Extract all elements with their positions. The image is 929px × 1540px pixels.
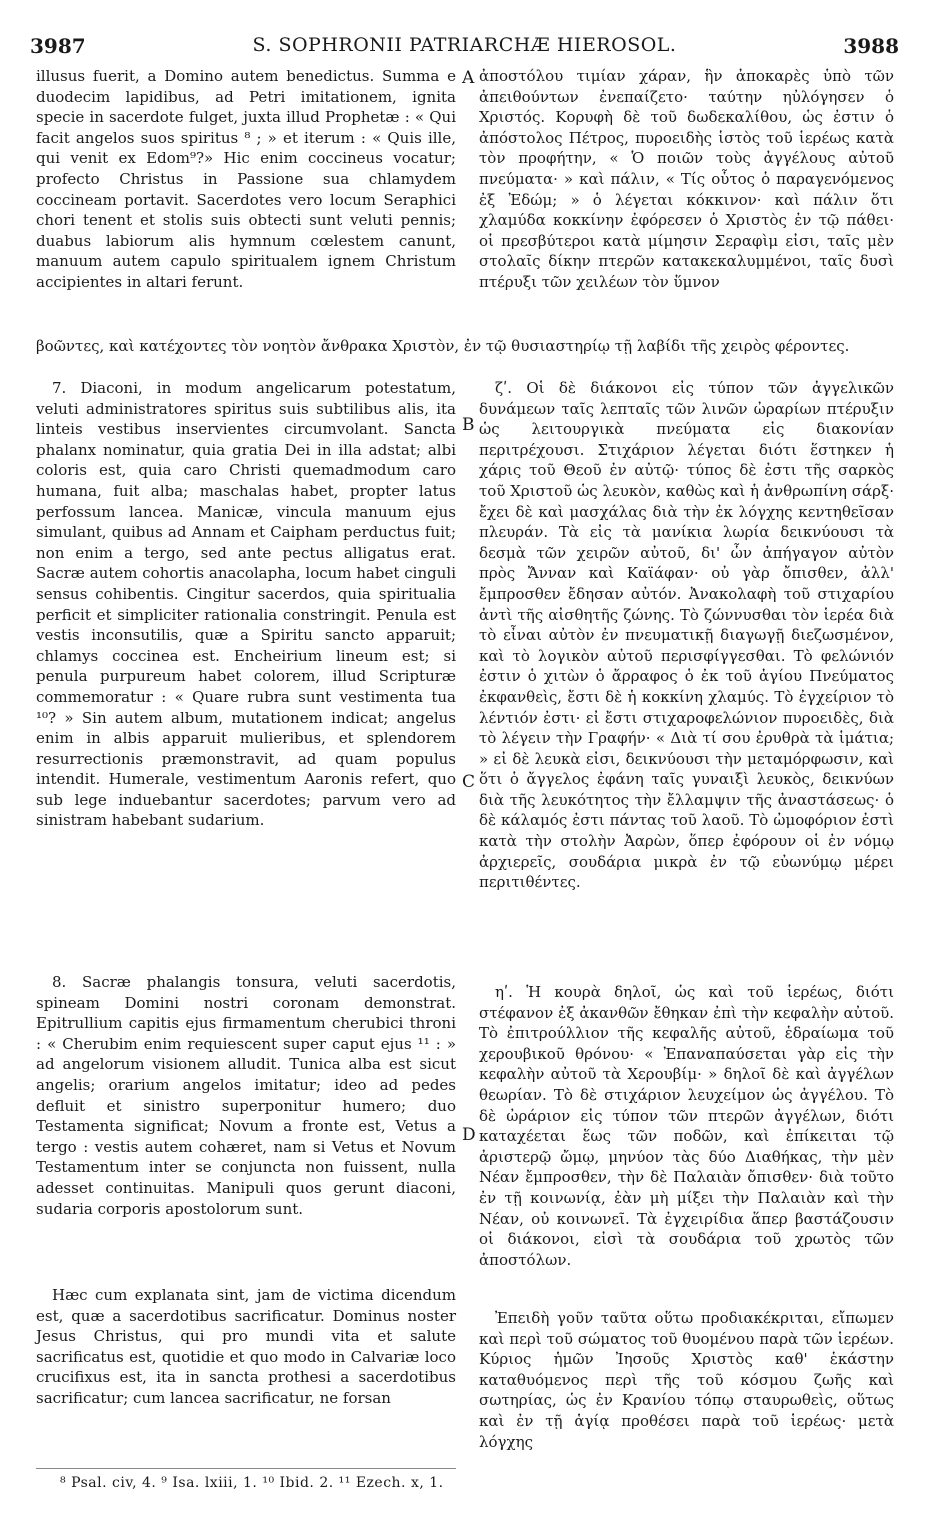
greek-text-8: ηʹ. Ἡ κουρὰ δηλοῖ, ὡς καὶ τοῦ ἱερέως, διότι στέφανον ἐξ ἀκανθῶν ἔθηκαν ἐπὶ τὴν κεφαλὴν αὐτοῦ. Τὸ ἐπιτρούλλιον τῆς κεφαλῆς αὐτοῦ, ἑδραίωμα τοῦ χερουβικοῦ θρόνου· « Ἐπαναπαύσεται γὰρ εἰς τὴν κεφαλὴν αὐτοῦ τὰ Χερουβίμ· » δηλοῖ δὲ καὶ ἀγγέλων θεωρίαν. Τὸ δὲ στιχάριον λευχείμον ὡς ἀγγέλου. Τὸ δὲ ὠράριον εἰς τύπον τῶν πτερῶν ἀγγέλων, διότι καταχέεται ἕως τῶν ποδῶν, καὶ ἐπίκειται τῷ ἀριστερῷ ὤμῳ, μηνύον τὰς δύο Διαθήκας, τὴν μὲν Νέαν ἔμπροσθεν, τὴν δὲ Παλαιὰν ὄπισθεν· διὰ τοῦτο ἐν τῇ κοινωνίᾳ, ἐὰν μὴ μίξει τὴν Παλαιὰν καὶ τὴν Νέαν, οὐ κοινωνεῖ. Τὰ ἐγχειρίδια ἅπερ βαστάζουσιν οἱ διάκονοι, εἰσὶ τὰ σουδάρια τοῦ χρωτὸς τῶν ἀποστόλων.	[479, 983, 894, 1269]
page-number-right: 3988	[843, 34, 899, 58]
greek-paragraph-a	[479, 66, 894, 293]
page-number-left: 3987	[30, 34, 86, 58]
footnotes: ⁸ Psal. civ, 4. ⁹ Isa. lxiii, 1. ¹⁰ Ibid. 2. ¹¹ Ezech. x, 1.	[60, 1475, 444, 1491]
footnote-rule	[36, 1468, 456, 1469]
greek-span-text: βοῶντες, καὶ κατέχοντες τὸν νοητὸν ἄνθρακα Χριστὸν, ἐν τῷ θυσιαστηρίῳ τῇ λαβίδι τῆς χειρὸς φέροντες.	[36, 337, 850, 355]
margin-marker-a: A	[462, 68, 475, 88]
margin-marker-c: C	[462, 772, 476, 792]
running-title: S. SOPHRONII PATRIARCHÆ HIEROSOL.	[252, 34, 677, 56]
latin-text-7: 7. Diaconi, in modum angelicarum potestatum, veluti administratores spiritus suis subtilibus alis, ita linteis vestibus inservientes circumvolant. Sancta phalanx nominatur, quia gratia Dei in illa adstat; albi coloris est, quia caro Christi quemadmodum caro humana, fuit alba; maschalas habet, propter latus perfossum lancea. Manicæ, vincula manuum ejus simulant, quibus ad Annam et Caipham perductus fuit; non enim a tergo, sed ante pectus alligatus erat. Sacræ autem cohortis anacolapha, locum habet cinguli sensus cohibentis. Cingitur sacerdos, quia spiritualia perficit et simpliciter rationalia constringit. Penula est vestis inconsutilis, quæ a Spiritu sancto apparuit; chlamys coccinea est. Encheirium lineum est; si penula purpureum habet colorem, illud Scripturæ commemoratur : « Quare rubra sunt vestimenta tua ¹⁰? » Sin autem album, mutationem indicat; angelus enim in albis apparuit mulieribus, et splendorem resurrectionis præmonstravit, ad quam populus intendit. Humerale, vestimentum Aaronis refert, quo sub lege induebantur sacerdotes; parvum vero ad sinistram habebant sudarium.	[36, 379, 456, 830]
greek-text-epeide: Ἐπειδὴ γοῦν ταῦτα οὕτω προδιακέκριται, εἴπωμεν καὶ περὶ τοῦ σώματος τοῦ θυομένου παρὰ τῶν ἱερέων. Κύριος ἡμῶν Ἰησοῦς Χριστὸς καθ' ἑκάστην καταθυόμενος περὶ τῆς τοῦ κόσμου ζωῆς καὶ σωτηρίας, ὡς ἐν Κρανίου τόπῳ σταυρωθεὶς, οὕτως καὶ ἐν τῇ ἁγίᾳ προθέσει παρὰ τοῦ ἱερέως· μετὰ λόγχης	[479, 1309, 894, 1451]
latin-text-8: 8. Sacræ phalangis tonsura, veluti sacerdotis, spineam Domini nostri coronam demonstrat. Epitrullium capitis ejus firmamentum cherubici throni : « Cherubim enim requiescent super caput ejus ¹¹ : » ad angelorum visionem alludit. Tunica alba est sicut angelis; orarium angelos imitatur; ideo ad pedes defluit et sinistro superponitur humero; duo Testamenta significat; Novum a fronte est, Vetus a tergo : vestis autem cohæret, nam si Vetus et Novum Testamentum inter se conjuncta non fuissent, nulla adesset continuitas. Manipuli quos gerunt diaconi, sudaria corporis apostolorum sunt.	[36, 973, 456, 1218]
margin-marker-d: D	[462, 1125, 476, 1145]
page-header	[30, 34, 899, 64]
greek-paragraph-epeide	[479, 1308, 894, 1452]
latin-paragraph-8	[36, 972, 456, 1219]
latin-text-victima: Hæc cum explanata sint, jam de victima dicendum est, quæ a sacerdotibus sacrificatur. Dominus noster Jesus Christus, qui pro mundi vita et salute sacrificatus est, quotidie et quo modo in Calvariæ loco crucifixus est, ita in sancta prothesi a sacerdotibus sacrificatur; cum lancea sacrificatur, ne forsan	[36, 1286, 456, 1407]
latin-paragraph-7	[36, 378, 456, 831]
greek-text-7: ζʹ. Οἱ δὲ διάκονοι εἰς τύπον τῶν ἀγγελικῶν δυνάμεων ταῖς λεπταῖς τῶν λινῶν ὠραρίων πτέρυξιν ὡς λειτουργικὰ πνεύματα εἰς διακονίαν περιτρέχουσι. Στιχάριον λέγεται διότι ἕστηκεν ἡ χάρις τοῦ Θεοῦ ἐν αὐτῷ· τύπος δὲ ἐστι τῆς σαρκὸς τοῦ Χριστοῦ ὡς λευκὸν, καθὼς καὶ ἡ ἀνθρωπίνη σάρξ· ἔχει δὲ καὶ μασχάλας διὰ τὴν ἐκ λόγχης κεντηθεῖσαν πλευράν. Τὰ εἰς τὰ μανίκια λωρία δεικνύουσι τὰ δεσμὰ τῶν χειρῶν αὐτοῦ, δι' ὧν ἀπήγαγον αὐτὸν πρὸς Ἄνναν καὶ Καϊάφαν· οὐ γὰρ ὄπισθεν, ἀλλ' ἔμπροσθεν ἔδησαν αὐτόν. Ἀνακολαφὴ τοῦ στιχαρίου ἀντὶ τῆς αἰσθητῆς ζώνης. Τὸ ζώννυσθαι τὸν ἱερέα διὰ τὸ εἶναι αὐτὸν ἐν πνευματικῇ διαγωγῇ διεζωσμένον, καὶ τὸ λογικὸν αὐτοῦ περισφίγγεσθαι. Τὸ φελώνιόν ἐστιν ὁ χιτὼν ὁ ἄρραφος ὁ ἐκ τοῦ ἁγίου Πνεύματος ἐκφανθεὶς, ἔστι δὲ ἡ κοκκίνη χλαμύς. Τὸ ἐγχείριον τὸ λέντιόν ἐστι· εἰ ἔστι στιχαροφελώνιον πυροειδὲς, διὰ τὸ λέγειν τὴν Γραφήν· « Διὰ τί σου ἐρυθρὰ τὰ ἱμάτια; » εἰ δὲ λευκὰ εἰσι, δεικνύουσι τὴν μεταμόρφωσιν, καὶ ὅτι ὁ ἄγγελος ἐφάνη ταῖς γυναιξὶ λευκὸς, δεικνύων διὰ τῆς λευκότητος τὴν ἔλλαμψιν τῆς ἀναστάσεως· ὁ δὲ κάλαμός ἐστι πάντας τοῦ λαοῦ. Τὸ ὠμοφόριον ἐστὶ κατὰ τὴν στολὴν Ἀαρὼν, ὅπερ ἐφόρουν οἱ ἐν νόμῳ ἀρχιερεῖς, σουδάρια μικρὰ ἐν τῷ εὐωνύμῳ μέρει περιτιθέντες.	[479, 379, 894, 892]
greek-paragraph-8	[479, 982, 894, 1270]
greek-spanning-line	[36, 336, 894, 357]
latin-paragraph-victima	[36, 1285, 456, 1409]
latin-paragraph-a	[36, 66, 456, 293]
greek-text-a: ἀποστόλου τιμίαν χάραν, ἣν ἀποκαρὲς ὑπὸ τῶν ἀπειθούντων ἐνεπαίζετο· ταύτην ηὐλόγησεν ὁ Χριστός. Κορυφὴ δὲ τοῦ δωδεκαλίθου, ὡς ἐστιν ὁ ἀπόστολος Πέτρος, πυροειδὴς ἱστὸς τοῦ ἱερέως κατὰ τὸν προφήτην, « Ὁ ποιῶν τοὺς ἀγγέλους αὐτοῦ πνεύματα· » καὶ πάλιν, « Τίς οὗτος ὁ παραγενόμενος ἐξ Ἐδώμ; » ὁ λέγεται κόκκινον· καὶ πάλιν ὅτι χλαμύδα κοκκίνην ἐφόρεσεν ὁ Χριστὸς ἐν τῷ πάθει· οἱ πρεσβύτεροι κατὰ μίμησιν Σεραφὶμ εἰσι, ταῖς μὲν στολαῖς δίκην πτερῶν κατακεκαλυμμένοι, ταῖς δυσὶ πτέρυξι τῶν χειλέων τὸν ὕμνον	[479, 67, 894, 291]
margin-marker-b: B	[462, 415, 475, 435]
latin-text-a: illusus fuerit, a Domino autem benedictus. Summa e duodecim lapidibus, ad Petri imitationem, ignita specie in sacerdote fulget, juxta illud Prophetæ : « Qui facit angelos suos spiritus ⁸ ; » et iterum : « Quis ille, qui venit ex Edom⁹?» Hic enim coccineus vocatur; profecto Christus in Passione sua chlamydem coccineam portavit. Sacerdotes vero locum Seraphici chori tenent et stolis suis obtecti sunt veluti pennis; duabus labiorum alis hymnum cœlestem canunt, manuum autem capulo spiritualem ignem Christum accipientes in altari ferunt.	[36, 67, 456, 291]
greek-paragraph-7	[479, 378, 894, 893]
